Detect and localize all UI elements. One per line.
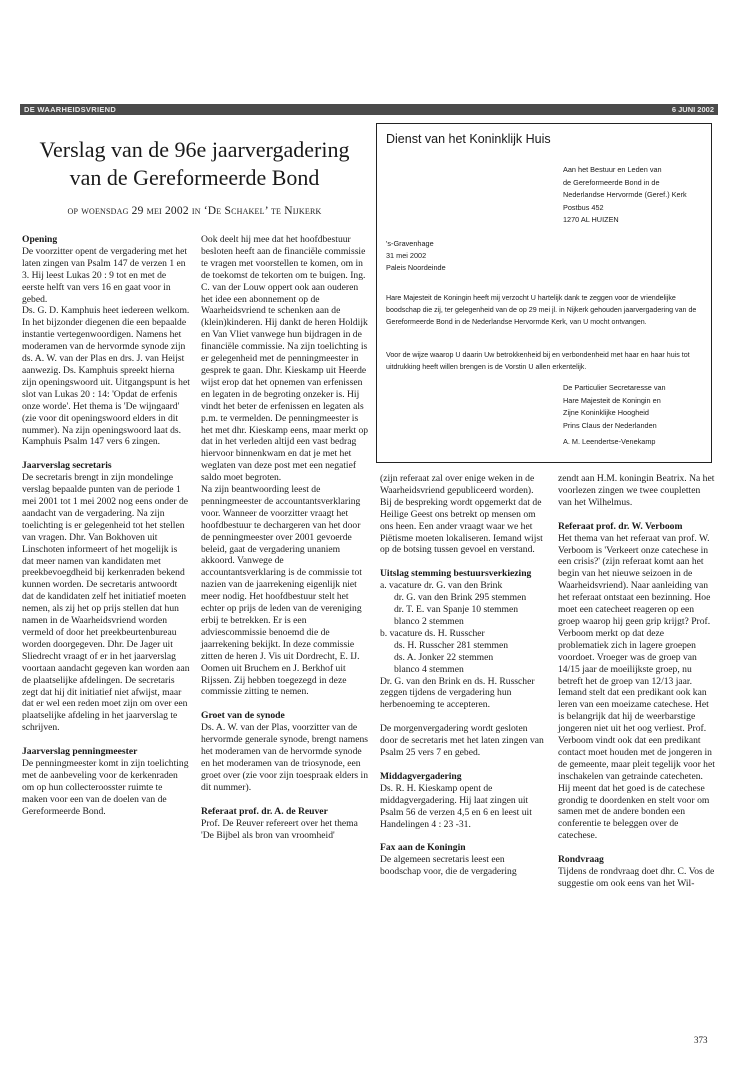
paragraph: Ook deelt hij mee dat het hoofdbestuur besloten heeft aan de financiële commissie te vragen met voorstellen te komen, om in de toekomst de tekorten om te buigen. Ing. C. van der Louw oppert ook aan ouderen het idee een abonnement op de Waarheidsvriend te schenken aan de (klein)kinderen. Hij dankt de heren Holdijk en Van Vliet vanwege hun bijdragen in de financiële commissie. Na zijn toelichting is er gelegenheid met de penningmeester in gesprek te gaan. Dhr. Kieskamp uit Heerde wijst erop dat het opnemen van erfenissen en legaten in de begroting onzeker is. Hij vindt het beter de erfenissen en legaten als p.m. te vermelden. De penningmeester is het met dhr. Kieskamp eens, maar merkt op dat in het verleden altijd een vast bedrag hiervoor binnenkwam en dat je met het weglaten van deze post met een negatief saldo moet begroten. xyxy=(201,234,369,484)
paragraph: Het thema van het referaat van prof. W. Verboom is 'Verkeert onze catechese in een crisis?' (zijn referaat komt aan het begin van het nieuwe seizoen in de Waarheidsvriend). Naar aanleiding van het referaat ontstaat een bezinning. Hoe moet een catecheet reageren op een groep waarop hij geen grip krijgt? Prof. Verboom merkt op dat deze problematiek zich in lagere groepen voordoet. Vroeger was de groep van 14/15 jaar de moeilijkste groep, nu betreft het de groep van 12/13 jaar. Iemand stelt dat een predikant ook kan leren van een moeizame catechese. Het is belangrijk dat hij de weerbarstige jongeren niet uit het oog verliest. Prof. Verboom vindt ook dat een predikant contact moet houden met de jongeren in de gemeente, maar pleit tegelijk voor het inschakelen van getrainde catecheten. Hij meent dat het goed is de catechese grondig te doordenken en stelt voor om samen met de andere bonden een conferentie te beleggen over de catechese. xyxy=(558,532,715,842)
paragraph: Tijdens de rondvraag doet dhr. C. Vos de suggestie om ook eens van het Wil- xyxy=(558,866,715,889)
vote-result: ds. A. Jonker 22 stemmen xyxy=(394,651,494,663)
paragraph: De secretaris brengt in zijn mondelinge verslag bepaalde punten van de periode 1 mei 2001 tot 1 mei 2002 nog eens onder de aandacht van de vergadering. Na zijn toelichting is er gelegenheid tot het stellen van vragen. Dhr. Van Bokhoven uit Linschoten informeert of het mogelijk is dat meer namen van kandidaten met preekbevoegdheid bij kerkenraden bekend kunnen worden. De secretaris antwoordt dat de kandidaten zelf het initiatief moeten nemen, als zij het op prijs stellen dat hun namen in de Waarheidsvriend worden vermeld of door het preekbeurtenbureau worden doorgegeven. Dhr. De Jager uit Sliedrecht vraagt of er in het jaarverslag voortaan aandacht gegeven kan worden aan de plaatselijke afdelingen. De secretaris zegt dat hij dit initiatief niet afwijst, maar dat er wel een reden moet zijn om over een plaatselijke afdeling in het jaarverslag te schrijven. xyxy=(22,472,190,734)
column-2 xyxy=(201,234,369,841)
heading-synode: Groet van de synode xyxy=(201,710,285,722)
column-1 xyxy=(22,234,190,818)
place-line: 's-Gravenhage xyxy=(386,239,434,248)
vote-result: blanco 2 stemmen xyxy=(394,615,464,627)
letter-signatory-name: A. M. Leendertse-Venekamp xyxy=(563,437,656,446)
paragraph: Prof. De Reuver refereert over het thema 'De Bijbel als bron van vroomheid' xyxy=(201,817,358,841)
vote-result: dr. T. E. van Spanje 10 stemmen xyxy=(394,604,519,616)
article-title xyxy=(22,136,367,192)
article-subtitle: op woensdag 29 mei 2002 in ‘De Schakel’ te Nijkerk xyxy=(67,205,322,217)
letter-address xyxy=(563,164,709,227)
vote-line: a. vacature dr. G. van den Brink xyxy=(380,580,503,592)
paragraph: Ds. R. H. Kieskamp opent de middagvergadering. Hij laat zingen uit Psalm 56 de verzen 4,5 en 6 en leest uit Handelingen 4 : 23 -31. xyxy=(380,782,532,830)
address-line: Nederlandse Hervormde (Geref.) Kerk xyxy=(563,190,687,200)
column-4 xyxy=(558,473,716,890)
heading-penningmeester: Jaarverslag penningmeester xyxy=(22,746,138,758)
heading-rondvraag: Rondvraag xyxy=(558,854,604,866)
signature-line: Zijne Koninklijke Hoogheid xyxy=(563,408,649,418)
letter-title: Dienst van het Koninklijk Huis xyxy=(386,132,551,146)
address-line: Aan het Bestuur en Leden van xyxy=(563,165,662,174)
place-line: Paleis Noordeinde xyxy=(386,263,446,272)
paragraph: Ds. G. D. Kamphuis heet iedereen welkom. In het bijzonder diegenen die een bepaalde instantie vertegenwoordigen. Namens het moderamen van de hervormde synode zijn ds. A. W. van der Plas en drs. J. van Heijst aanwezig. Ds. Kamphuis spreekt hierna zijn openingswoord uit. Uitgangspunt is het slot van Lukas 20 : 14: 'Opdat de erfenis onze worde'. Het thema is 'De wijngaard' (zie voor dit openingswoord elders in dit nummer). Na zijn openingswoord laat ds. Kamphuis Psalm 147 vers 6 zingen. xyxy=(22,305,190,448)
paragraph: Dr. G. van den Brink en ds. H. Russcher zeggen tijdens de vergadering hun herbenoeming te accepteren. xyxy=(380,675,535,711)
paragraph: zendt aan H.M. koningin Beatrix. Na het voorlezen zingen we twee coupletten van het Wilhelmus. xyxy=(558,473,715,508)
heading-stemming: Uitslag stemming bestuursverkiezing xyxy=(380,568,532,580)
signature-line: Hare Majesteit de Koningin en xyxy=(563,395,661,405)
masthead-bar xyxy=(20,104,718,115)
paragraph: (zijn referaat zal over enige weken in de Waarheidsvriend gepubliceerd worden). Bij de bespreking wordt opgemerkt dat de Heilige Geest ons betrekt op mensen om ons heen. Een ander vraagt waar we het Piëtisme moeten lokaliseren. Iemand wijst op de botsing tussen gevoel en verstand. xyxy=(380,473,543,556)
address-line: Postbus 452 xyxy=(563,202,604,212)
letter-paragraph-2: Voor de wijze waarop U daarin Uw betrokkenheid bij en verbondenheid met haar en haar huis tot uitdrukking heeft willen brengen is de Vorstin U allen erkentelijk. xyxy=(386,351,690,372)
heading-opening: Opening xyxy=(22,234,58,245)
column-3 xyxy=(380,473,546,878)
address-line: de Gereformeerde Bond in de xyxy=(563,177,660,187)
date-line: 31 mei 2002 xyxy=(386,251,427,260)
paragraph: De algemeen secretaris leest een boodschap voor, die de vergadering xyxy=(380,854,517,878)
paragraph: Na zijn beantwoording leest de penningmeester de accountantsverklaring voor. Wanneer de voorzitter vraagt het hoofdbestuur te dechargeren van het door de penningmeester over 2001 gevoerde beleid, gaat de vergadering unaniem akkoord. Vanwege de accountantsverklaring is de commissie tot nazien van de jaarrekening eigenlijk niet meer nodig. Het hoofdbestuur stelt het echter op prijs de leden van de vereniging erbij te betrekken. Er is een adviescommissie benoemd die de jaarrekening bekijkt. In deze commissie zitten de heren J. Vis uit Dordrecht, E. IJ. Oomen uit Bruchem en J. Berkhof uit Rijssen. Zij hebben toegezegd in deze commissie zitting te nemen. xyxy=(201,484,362,698)
paragraph: De penningmeester komt in zijn toelichting met de aanbeveling voor de kerkenraden om op hun collecteroosster ruimte te maken voor een van de doelen van de Gereformeerde Bond. xyxy=(22,758,189,817)
issue-date: 6 JUNI 2002 xyxy=(671,105,714,114)
title-line-2: van de Gereformeerde Bond xyxy=(69,165,320,190)
vote-line: b. vacature ds. H. Russcher xyxy=(380,627,485,639)
title-line-1: Verslag van de 96e jaarvergadering xyxy=(39,137,350,162)
heading-fax: Fax aan de Koningin xyxy=(380,842,466,854)
royal-letter-box xyxy=(376,123,712,463)
publication-name: DE WAARHEIDSVRIEND xyxy=(24,105,117,114)
heading-referaat-reuver: Referaat prof. dr. A. de Reuver xyxy=(201,805,328,817)
paragraph: Ds. A. W. van der Plas, voorzitter van de hervormde generale synode, brengt namens het moderamen van de hervormde synode en het moderamen van de triosynode, een groet over (zie voor zijn toespraak elders in dit nummer). xyxy=(201,722,369,793)
heading-secretaris: Jaarverslag secretaris xyxy=(22,460,112,472)
letter-paragraph-1: Hare Majesteit de Koningin heeft mij verzocht U hartelijk dank te zeggen voor de vriendelijke boodschap die zij, ter gelegenheid van de op 29 mei jl. in Nijkerk gehouden jaarvergadering van de Gereformeerde Bond in de Nederlandse Hervormde Kerk, van U mocht ontvangen. xyxy=(386,294,697,327)
paragraph: De voorzitter opent de vergadering met het laten zingen van Psalm 147 de verzen 1 en 3. Hij leest Lukas 20 : 9 tot en met de eerste helft van vers 16 en gaat voor in gebed. xyxy=(22,245,187,305)
letter-signature-block xyxy=(563,382,709,432)
signature-line: De Particulier Secretaresse van xyxy=(563,383,666,392)
vote-result: blanco 4 stemmen xyxy=(394,663,464,675)
heading-middagvergadering: Middagvergadering xyxy=(380,770,462,782)
signature-line: Prins Claus der Nederlanden xyxy=(563,420,657,430)
paragraph: De morgenvergadering wordt gesloten door de secretaris met het laten zingen van Psalm 25 vers 7 en gebed. xyxy=(380,723,544,759)
vote-result: dr. G. van den Brink 295 stemmen xyxy=(394,592,527,604)
address-line: 1270 AL HUIZEN xyxy=(563,215,619,225)
page-number: 373 xyxy=(694,1035,708,1045)
letter-place-date xyxy=(386,238,446,274)
vote-result: ds. H. Russcher 281 stemmen xyxy=(394,639,509,651)
heading-referaat-verboom: Referaat prof. dr. W. Verboom xyxy=(558,520,683,532)
